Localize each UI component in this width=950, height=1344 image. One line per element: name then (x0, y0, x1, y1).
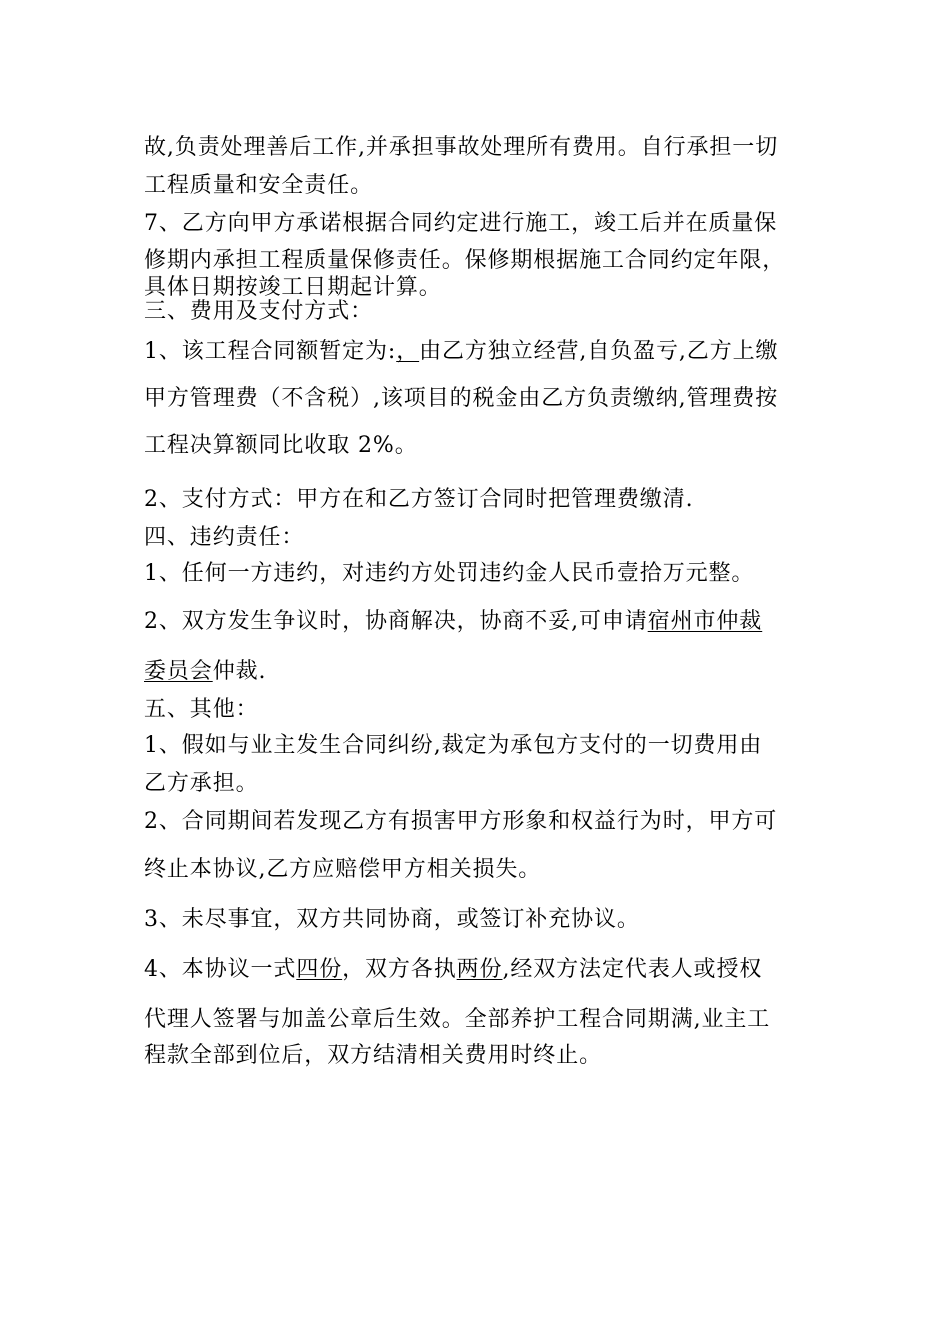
text-segment: 由乙方独立经营,自负盈亏,乙方上缴 (419, 339, 779, 364)
section-heading-other: 五、其他： (144, 697, 259, 722)
text-segment: ，双方各执 (342, 957, 457, 982)
text-line: 具体日期按竣工日期起计算。 (144, 275, 442, 300)
text-segment: 4、本协议一式 (144, 957, 297, 982)
text-line: 甲方管理费（不含税）,该项目的税金由乙方负责缴纳,管理费按 (144, 386, 779, 411)
other-clause-2: 2、合同期间若发现乙方有损害甲方形象和权益行为时，甲方可 (144, 809, 778, 834)
text-segment: 仲裁. (212, 659, 267, 684)
text-line: 修期内承担工程质量保修责任。保修期根据施工合同约定年限， (144, 248, 786, 273)
copy-count: 四份 (296, 957, 343, 982)
other-clause-3: 3、未尽事宜，双方共同协商，或签订补充协议。 (144, 907, 640, 932)
text-line: 工程质量和安全责任。 (144, 173, 374, 198)
contract-amount-blank: ， (396, 339, 420, 364)
text-line: 代理人签署与加盖公章后生效。全部养护工程合同期满,业主工 (144, 1007, 771, 1032)
liability-clause-1: 1、任何一方违约，对违约方处罚违约金人民币壹拾万元整。 (144, 561, 755, 586)
text-line: 终止本协议,乙方应赔偿甲方相关损失。 (144, 857, 542, 882)
arbitration-body: 宿州市仲裁 (647, 609, 763, 634)
text-segment: 1、该工程合同额暂定为: (144, 339, 397, 364)
text-segment: ,经双方法定代表人或授权 (502, 957, 763, 982)
text-line: 工程决算额同比收取 2%。 (144, 433, 418, 458)
liability-clause-2 (144, 608, 824, 636)
text-segment: 2、双方发生争议时，协商解决，协商不妥,可申请 (144, 609, 648, 634)
text-line: 程款全部到位后，双方结清相关费用时终止。 (144, 1043, 603, 1068)
section-heading-fees: 三、费用及支付方式： (144, 299, 374, 324)
arbitration-body: 委员会 (144, 659, 213, 684)
fee-clause-1 (144, 338, 824, 366)
fee-clause-2: 2、支付方式：甲方在和乙方签订合同时把管理费缴清. (144, 487, 694, 512)
text-line: 故,负责处理善后工作,并承担事故处理所有费用。自行承担一切 (144, 135, 779, 160)
section-heading-liability: 四、违约责任： (144, 525, 305, 550)
other-clause-1: 1、假如与业主发生合同纠纷,裁定为承包方支付的一切费用由 (144, 733, 763, 758)
other-clause-4 (144, 956, 824, 984)
copy-count-each: 两份 (456, 957, 503, 982)
clause-7: 7、乙方向甲方承诺根据合同约定进行施工，竣工后并在质量保 (144, 211, 778, 236)
text-line: 乙方承担。 (144, 771, 259, 796)
text-line (144, 658, 824, 686)
